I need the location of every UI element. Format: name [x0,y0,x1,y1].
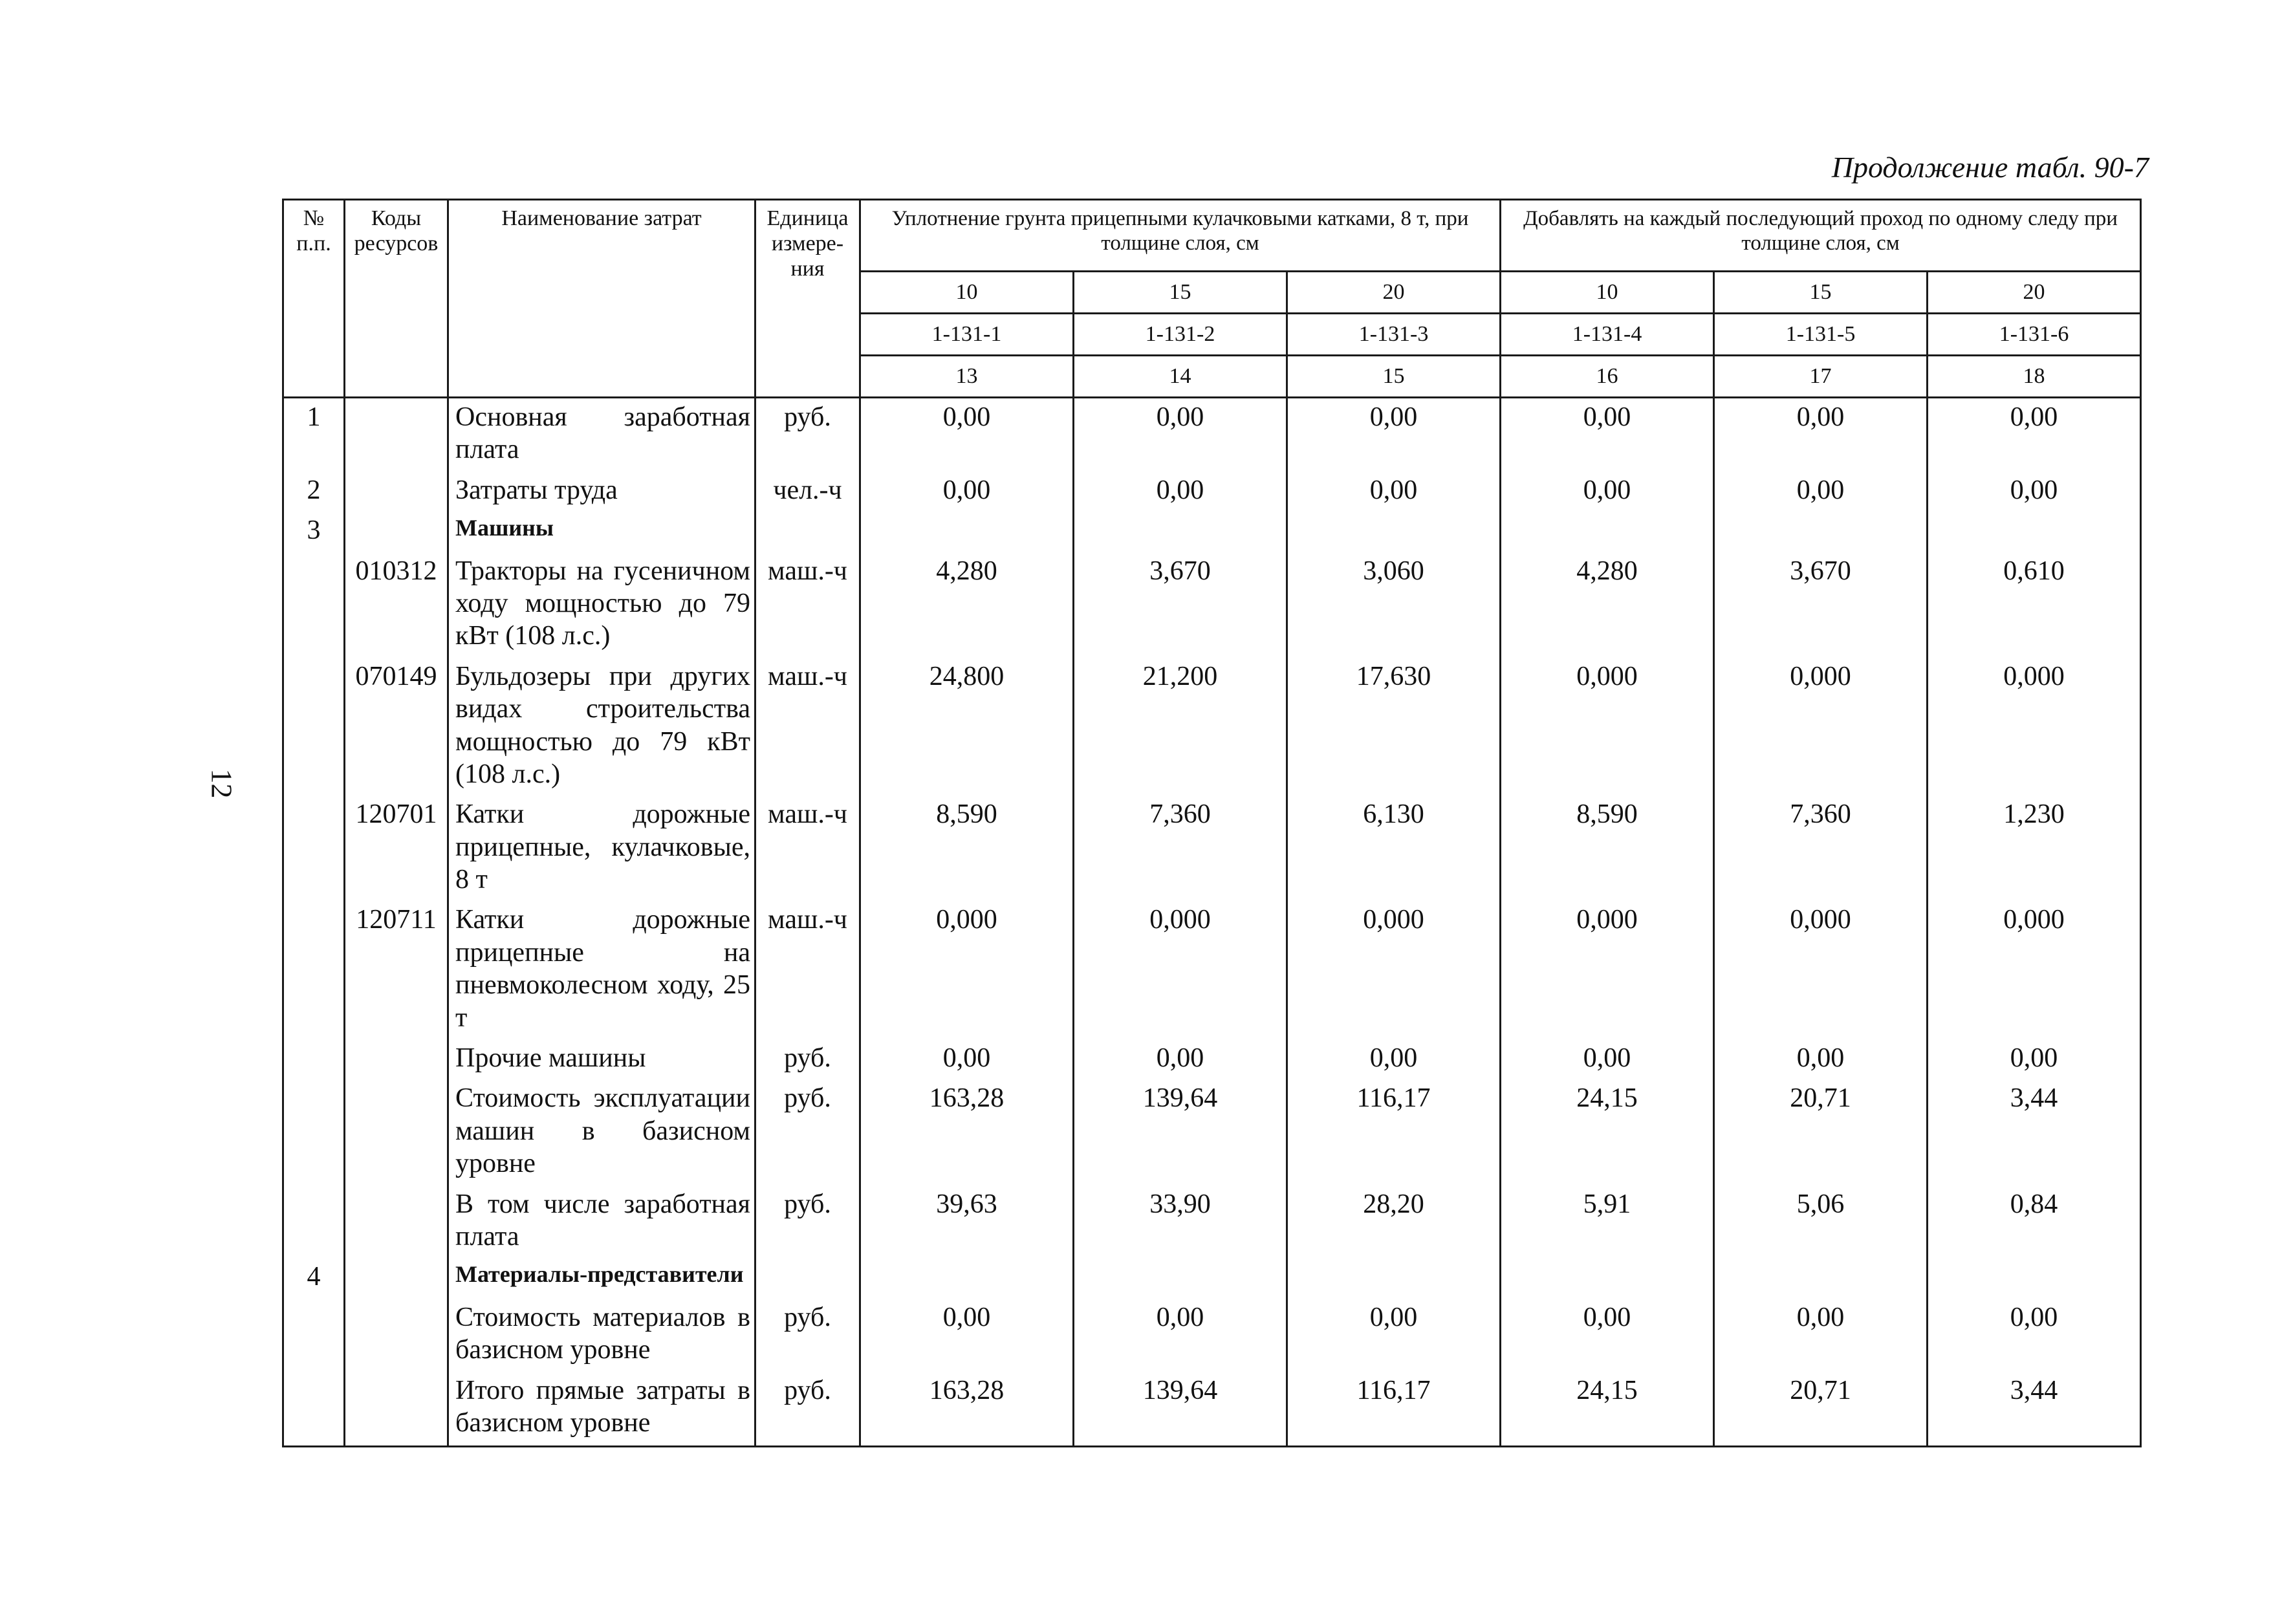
header-group-additional-pass: Добавлять на каждый последующий проход по одному следу при толщине слоя, см [1501,200,2141,272]
table-row [283,471,2141,512]
cell-value: 0,00 [1928,1299,2141,1372]
header-column-number: 16 [1501,356,1714,398]
cell-value: 0,00 [1501,1039,1714,1079]
row-number [283,901,345,1039]
resource-code [345,1079,448,1185]
cost-name: Итого прямые затраты в базисном уровне [448,1372,755,1447]
cell-value: 3,060 [1287,552,1501,658]
cell-value: 24,15 [1501,1079,1714,1185]
row-number [283,658,345,796]
cell-value: 0,000 [860,901,1074,1039]
cost-name: Бульдозеры при других видах строительства мощностью до 79 кВт (108 л.с.) [448,658,755,796]
cell-value [1074,1258,1287,1298]
cell-value [1928,512,2141,552]
table-row [283,1186,2141,1259]
cell-value: 139,64 [1074,1079,1287,1185]
unit-of-measure: чел.-ч [755,471,860,512]
cell-value: 4,280 [1501,552,1714,658]
unit-of-measure: руб. [755,1039,860,1079]
header-norm-code: 1-131-6 [1928,314,2141,356]
cost-name: Стоимость эксплуатации машин в базисном уровне [448,1079,755,1185]
cell-value: 0,000 [1501,658,1714,796]
table-row [283,1079,2141,1185]
cell-value [860,512,1074,552]
unit-of-measure: маш.-ч [755,658,860,796]
table-row [283,512,2141,552]
unit-of-measure: руб. [755,1299,860,1372]
unit-of-measure: руб. [755,1372,860,1447]
cell-value: 20,71 [1714,1372,1928,1447]
unit-of-measure: руб. [755,398,860,471]
header-column-number: 15 [1287,356,1501,398]
cell-value: 139,64 [1074,1372,1287,1447]
cell-value: 28,20 [1287,1186,1501,1259]
cell-value: 163,28 [860,1079,1074,1185]
cell-value: 0,00 [860,1299,1074,1372]
resource-code [345,512,448,552]
unit-of-measure: руб. [755,1186,860,1259]
header-norm-code: 1-131-3 [1287,314,1501,356]
cell-value: 0,00 [1287,471,1501,512]
cost-name: Стоимость материалов в базисном уровне [448,1299,755,1372]
header-name: Наименование затрат [448,200,755,398]
resource-code [345,1299,448,1372]
resource-code: 120701 [345,796,448,901]
header-thickness: 15 [1714,272,1928,314]
cell-value: 24,800 [860,658,1074,796]
cell-value: 0,000 [1714,901,1928,1039]
table-row [283,901,2141,1039]
table-row [283,552,2141,658]
table-row [283,1372,2141,1447]
header-thickness: 15 [1074,272,1287,314]
header-thickness: 10 [860,272,1074,314]
row-number [283,1039,345,1079]
cell-value [1714,1258,1928,1298]
cell-value: 163,28 [860,1372,1074,1447]
cell-value: 0,00 [1501,398,1714,471]
unit-of-measure: маш.-ч [755,552,860,658]
cell-value: 4,280 [860,552,1074,658]
cell-value: 116,17 [1287,1372,1501,1447]
cost-name: Тракторы на гусеничном ходу мощностью до 79 кВт (108 л.с.) [448,552,755,658]
cell-value [1287,512,1501,552]
cell-value: 0,00 [1501,471,1714,512]
cell-value: 17,630 [1287,658,1501,796]
header-norm-code: 1-131-4 [1501,314,1714,356]
cell-value: 24,15 [1501,1372,1714,1447]
cost-name: Катки дорожные прицепные на пневмоколесном ходу, 25 т [448,901,755,1039]
cell-value [1287,1258,1501,1298]
cell-value: 0,84 [1928,1186,2141,1259]
header-norm-code: 1-131-2 [1074,314,1287,356]
resource-code [345,471,448,512]
cell-value: 3,670 [1714,552,1928,658]
cell-value: 0,00 [1287,1039,1501,1079]
table-body [283,398,2141,1447]
resource-code [345,1258,448,1298]
table-row [283,1299,2141,1372]
header-code: Коды ресурсов [345,200,448,398]
unit-of-measure [755,512,860,552]
cell-value: 0,000 [1287,901,1501,1039]
cell-value: 0,00 [1287,1299,1501,1372]
cell-value: 0,00 [1501,1299,1714,1372]
header-thickness: 20 [1928,272,2141,314]
cell-value: 0,00 [1928,398,2141,471]
cost-name: Прочие машины [448,1039,755,1079]
cell-value: 0,00 [860,471,1074,512]
table-row [283,398,2141,471]
cell-value: 0,00 [1928,471,2141,512]
cell-value: 0,00 [1074,471,1287,512]
cell-value: 6,130 [1287,796,1501,901]
cell-value: 0,000 [1501,901,1714,1039]
resource-code: 070149 [345,658,448,796]
table-row [283,1039,2141,1079]
resource-table [282,199,2142,1447]
cell-value: 20,71 [1714,1079,1928,1185]
cell-value: 0,00 [1074,1299,1287,1372]
cell-value: 8,590 [860,796,1074,901]
resource-code [345,1372,448,1447]
header-column-number: 17 [1714,356,1928,398]
cell-value: 0,00 [860,398,1074,471]
cell-value: 0,610 [1928,552,2141,658]
table-row [283,658,2141,796]
cell-value: 1,230 [1928,796,2141,901]
cell-value: 0,000 [1928,658,2141,796]
row-number [283,552,345,658]
cell-value: 0,00 [1714,471,1928,512]
header-column-number: 14 [1074,356,1287,398]
cell-value [1714,512,1928,552]
row-number: 4 [283,1258,345,1298]
cell-value: 5,91 [1501,1186,1714,1259]
cell-value: 0,00 [1074,1039,1287,1079]
resource-code: 120711 [345,901,448,1039]
cost-name: Катки дорожные прицепные, кулачковые, 8 т [448,796,755,901]
cell-value: 39,63 [860,1186,1074,1259]
resource-code [345,398,448,471]
table-row [283,1258,2141,1298]
cell-value [1074,512,1287,552]
header-column-number: 18 [1928,356,2141,398]
cost-name: Основная заработная плата [448,398,755,471]
cell-value: 21,200 [1074,658,1287,796]
cost-name: В том числе заработная плата [448,1186,755,1259]
cell-value: 0,000 [1074,901,1287,1039]
cell-value [860,1258,1074,1298]
unit-of-measure: маш.-ч [755,901,860,1039]
header-thickness: 20 [1287,272,1501,314]
cell-value: 7,360 [1714,796,1928,901]
cell-value [1501,1258,1714,1298]
cell-value: 0,00 [1714,1299,1928,1372]
row-number [283,1372,345,1447]
page-number: 12 [205,768,239,799]
cell-value: 0,00 [1928,1039,2141,1079]
cell-value: 8,590 [1501,796,1714,901]
unit-of-measure: маш.-ч [755,796,860,901]
cell-value: 3,44 [1928,1372,2141,1447]
row-number [283,1299,345,1372]
cell-value: 0,00 [1714,1039,1928,1079]
row-number: 2 [283,471,345,512]
row-number: 3 [283,512,345,552]
header-column-number: 13 [860,356,1074,398]
cell-value [1928,1258,2141,1298]
resource-code [345,1039,448,1079]
cell-value: 0,000 [1714,658,1928,796]
cell-value [1501,512,1714,552]
cell-value: 5,06 [1714,1186,1928,1259]
cell-value: 116,17 [1287,1079,1501,1185]
cell-value: 33,90 [1074,1186,1287,1259]
header-no: № п.п. [283,200,345,398]
resource-code [345,1186,448,1259]
header-thickness: 10 [1501,272,1714,314]
unit-of-measure [755,1258,860,1298]
cost-name: Материалы-представители [448,1258,755,1298]
header-unit: Единица измере-ния [755,200,860,398]
table-caption: Продолжение табл. 90-7 [1831,151,2149,184]
row-number [283,796,345,901]
cell-value: 0,00 [1714,398,1928,471]
unit-of-measure: руб. [755,1079,860,1185]
cell-value: 7,360 [1074,796,1287,901]
row-number: 1 [283,398,345,471]
cell-value: 3,670 [1074,552,1287,658]
header-group-compaction: Уплотнение грунта прицепными кулачковыми катками, 8 т, при толщине слоя, см [860,200,1501,272]
cell-value: 0,00 [1287,398,1501,471]
cost-name: Машины [448,512,755,552]
resource-code: 010312 [345,552,448,658]
table-row [283,796,2141,901]
cell-value: 0,00 [1074,398,1287,471]
header-norm-code: 1-131-5 [1714,314,1928,356]
row-number [283,1079,345,1185]
cell-value: 0,00 [860,1039,1074,1079]
cell-value: 0,000 [1928,901,2141,1039]
row-number [283,1186,345,1259]
header-norm-code: 1-131-1 [860,314,1074,356]
cell-value: 3,44 [1928,1079,2141,1185]
cost-name: Затраты труда [448,471,755,512]
